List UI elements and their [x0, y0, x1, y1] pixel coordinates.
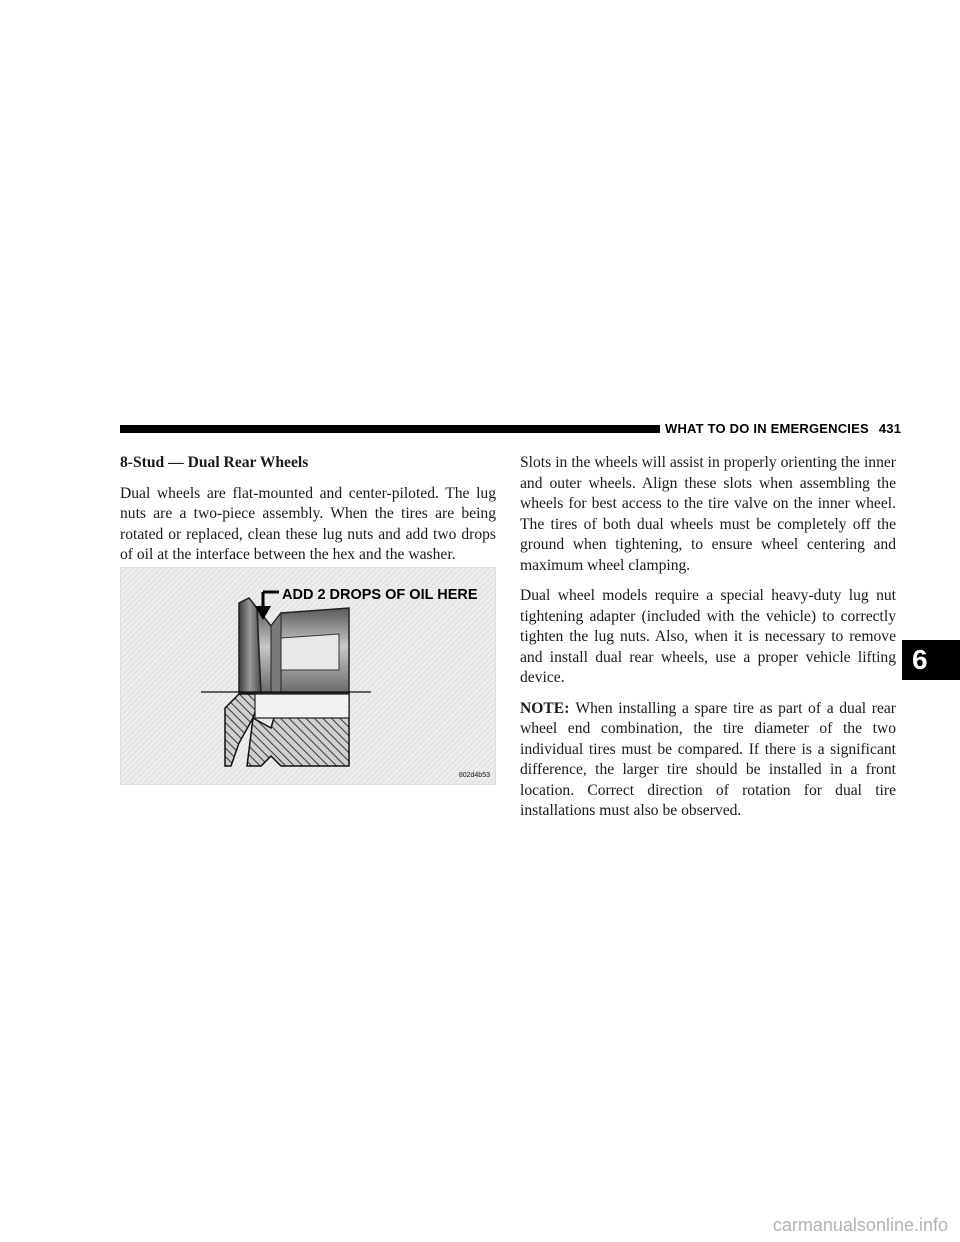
note-paragraph	[520, 699, 896, 822]
lug-nut-figure	[120, 567, 496, 785]
section-title: WHAT TO DO IN EMERGENCIES	[665, 421, 869, 436]
note-text: When installing a spare tire as part of a dual rear wheel end combination, the tire diameter of the two individual tires must be compared. If there is a significant difference, the larger tire should be installed in a front location. Correct direction of rotation for dual tire installations must also be observed.	[520, 699, 896, 819]
body-paragraph: Dual wheels are flat-mounted and center-piloted. The lug nuts are a two-piece assembly. When the tires are being rotated or replaced, clean these lug nuts and add two drops of oil at the interface between the hex and the washer.	[120, 484, 496, 563]
note-label: NOTE:	[520, 699, 570, 717]
body-paragraph: Slots in the wheels will assist in properly orienting the inner and outer wheels. Align these slots when assembling the wheels for best access to the tire valve on the inner wheel. The tires of both dual wheels must be completely off the ground when tightening, to ensure wheel centering and maximum wheel clamping.	[520, 454, 896, 574]
oil-callout: ADD 2 DROPS OF OIL HERE	[282, 587, 478, 603]
figure-code: 802d4b53	[458, 772, 490, 779]
chapter-tab: 6	[902, 640, 960, 680]
watermark: carmanualsonline.info	[772, 1215, 948, 1235]
right-column	[520, 453, 896, 832]
page-number: 431	[878, 421, 902, 436]
header-rule	[120, 425, 660, 433]
body-paragraph: Dual wheel models require a special heavy-duty lug nut tightening adapter (included with the vehicle) to correctly tighten the lug nuts. Also, when it is necessary to remove and install dual rear wheels, use a proper vehicle lifting device.	[520, 587, 896, 686]
section-heading: 8-Stud — Dual Rear Wheels	[120, 454, 309, 471]
running-header	[665, 421, 901, 436]
left-column	[120, 453, 496, 576]
